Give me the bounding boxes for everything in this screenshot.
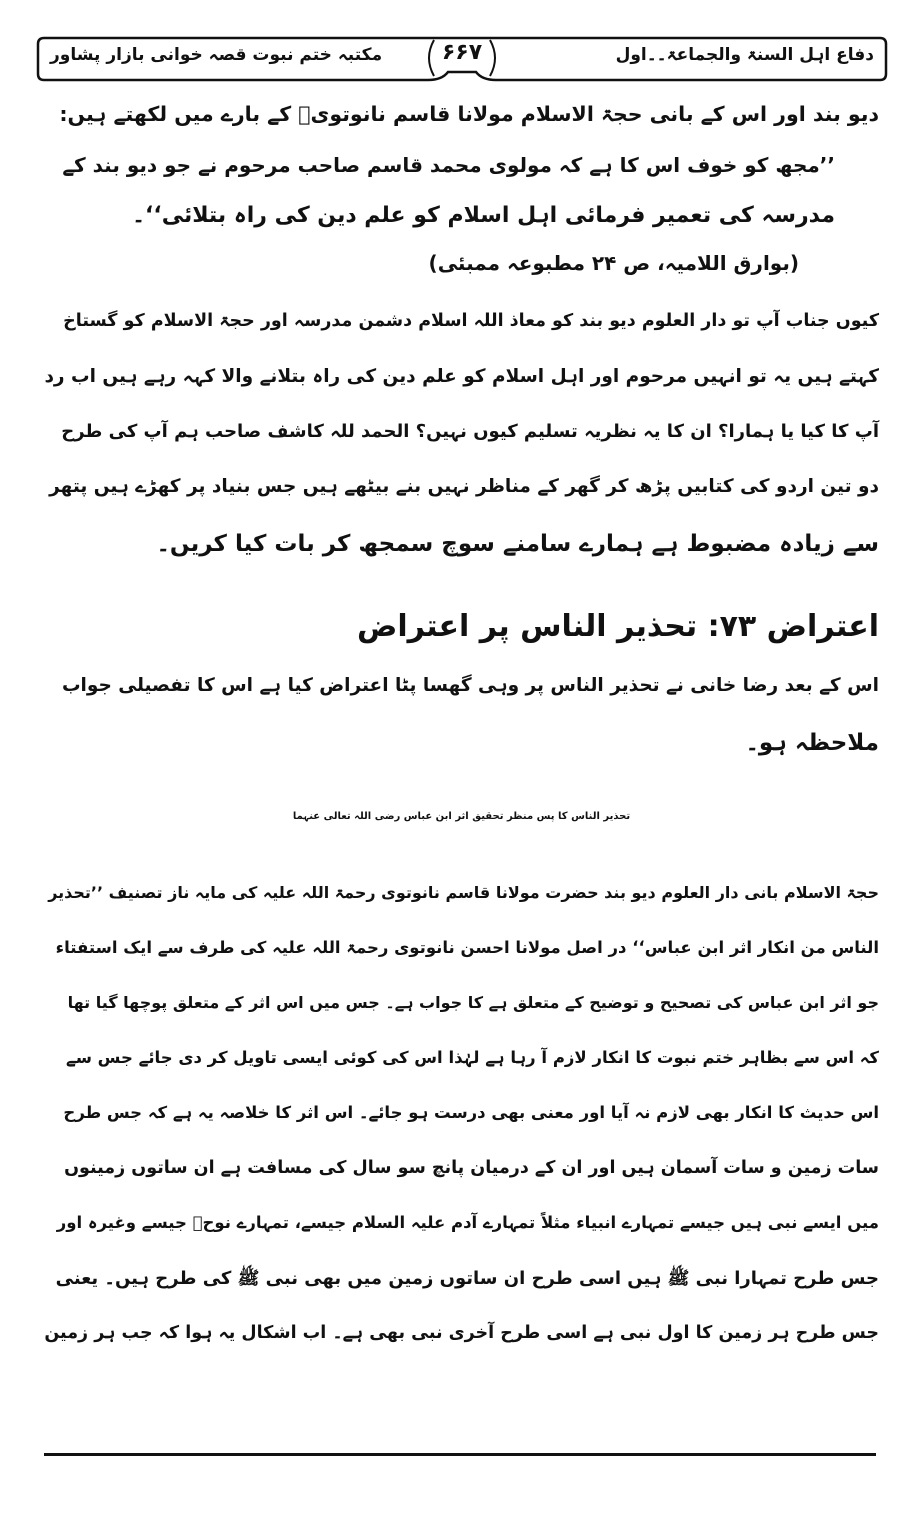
text-line: ملاحظہ ہو۔ — [745, 730, 879, 756]
text-line: دیو بند اور اس کے بانی حجۃ الاسلام مولانا قاسم نانوتویؒ کے بارے میں لکھتے ہیں: — [59, 102, 879, 126]
page-number: ۶۶۷ — [441, 40, 483, 65]
header-title: دفاع اہل السنۃ والجماعۃ۔۔اول — [615, 45, 874, 65]
text-line: سات زمین و سات آسمان ہیں اور ان کے درمیان پانچ سو سال کی مسافت ہے ان ساتوں زمینوں — [64, 1158, 879, 1178]
citation: (بوارق اللامیہ، ص ۲۴ مطبوعہ ممبئی) — [428, 251, 799, 275]
text-line: جو اثر ابن عباس کی تصحیح و توضیح کے متعلق ہے کا جواب ہے۔ جس میں اس اثر کے متعلق پوچھا گیا تھا — [67, 993, 879, 1012]
text-line: میں ایسے نبی ہیں جیسے تمہارے انبیاء مثلاً تمہارے آدم علیہ السلام جیسے، تمہارے نوحؑ جیسے وغیرہ اور — [56, 1213, 879, 1232]
centered-heading: تحذیر الناس کا پس منظر تحقیق اثر ابن عباس رضی اللہ تعالی عنہما — [292, 811, 631, 822]
text-line: جس طرح ہر زمین کا اول نبی ہے اسی طرح آخری نبی بھی ہے۔ اب اشکال یہ ہوا کہ جب ہر زمین — [44, 1323, 879, 1343]
text-line: کہتے ہیں یہ تو انہیں مرحوم اور اہل اسلام کو علم دین کی راہ بتلانے والا کہہ رہے ہیں اب رد — [44, 366, 879, 387]
text-line: آپ کا کیا یا ہمارا؟ ان کا یہ نظریہ تسلیم کیوں نہیں؟ الحمد للہ کاشف صاحب ہم آپ کی طرح — [61, 421, 879, 442]
text-line: کیوں جناب آپ تو دار العلوم دیو بند کو معاذ اللہ اسلام دشمن مدرسہ اور حجۃ الاسلام کو گستاخ — [63, 311, 879, 331]
text-line: اس حدیث کا انکار بھی لازم نہ آیا اور معنی بھی درست ہو جائے۔ اس اثر کا خلاصہ یہ ہے کہ جس طرح — [63, 1103, 879, 1122]
text-line: اس کے بعد رضا خانی نے تحذیر الناس پر وہی گھسا پٹا اعتراض کیا ہے اس کا تفصیلی جواب — [61, 675, 879, 696]
text-line: الناس من انکار اثر ابن عباس‘‘ در اصل مولانا احسن نانوتوی رحمۃ اللہ علیہ کی طرف سے ایک استفتاء — [55, 938, 879, 957]
quote-line: مدرسہ کی تعمیر فرمائی اہل اسلام کو علم دین کی راہ بتلائی‘‘۔ — [132, 203, 835, 228]
text-line: جس طرح تمہارا نبی ﷺ ہیں اسی طرح ان ساتوں زمین میں بھی نبی ﷺ کی طرح ہیں۔ یعنی — [55, 1268, 879, 1289]
text-line: سے زیادہ مضبوط ہے ہمارے سامنے سوچ سمجھ کر بات کیا کریں۔ — [156, 531, 879, 557]
text-line: کہ اس سے بظاہر ختم نبوت کا انکار لازم آ رہا ہے لہٰذا اس کی کوئی ایسی تاویل کر دی جائے جس سے — [66, 1048, 879, 1067]
text-line: حجۃ الاسلام بانی دار العلوم دیو بند حضرت مولانا قاسم نانوتوی رحمۃ اللہ علیہ کی مایہ ناز تصنیف ’’تحذیر — [48, 883, 879, 902]
footer-rule — [44, 1453, 876, 1456]
header-publisher: مکتبہ ختم نبوت قصہ خوانی بازار پشاور — [50, 45, 383, 65]
quote-line: ’’مجھ کو خوف اس کا ہے کہ مولوی محمد قاسم صاحب مرحوم نے جو دیو بند کے — [62, 153, 835, 177]
section-heading: اعتراض ۷۳: تحذیر الناس پر اعتراض — [356, 609, 879, 644]
page-header — [36, 34, 888, 84]
text-line: دو تین اردو کی کتابیں پڑھ کر گھر کے مناظر نہیں بنے بیٹھے ہیں جس بنیاد پر کھڑے ہیں پتھر — [49, 476, 879, 497]
